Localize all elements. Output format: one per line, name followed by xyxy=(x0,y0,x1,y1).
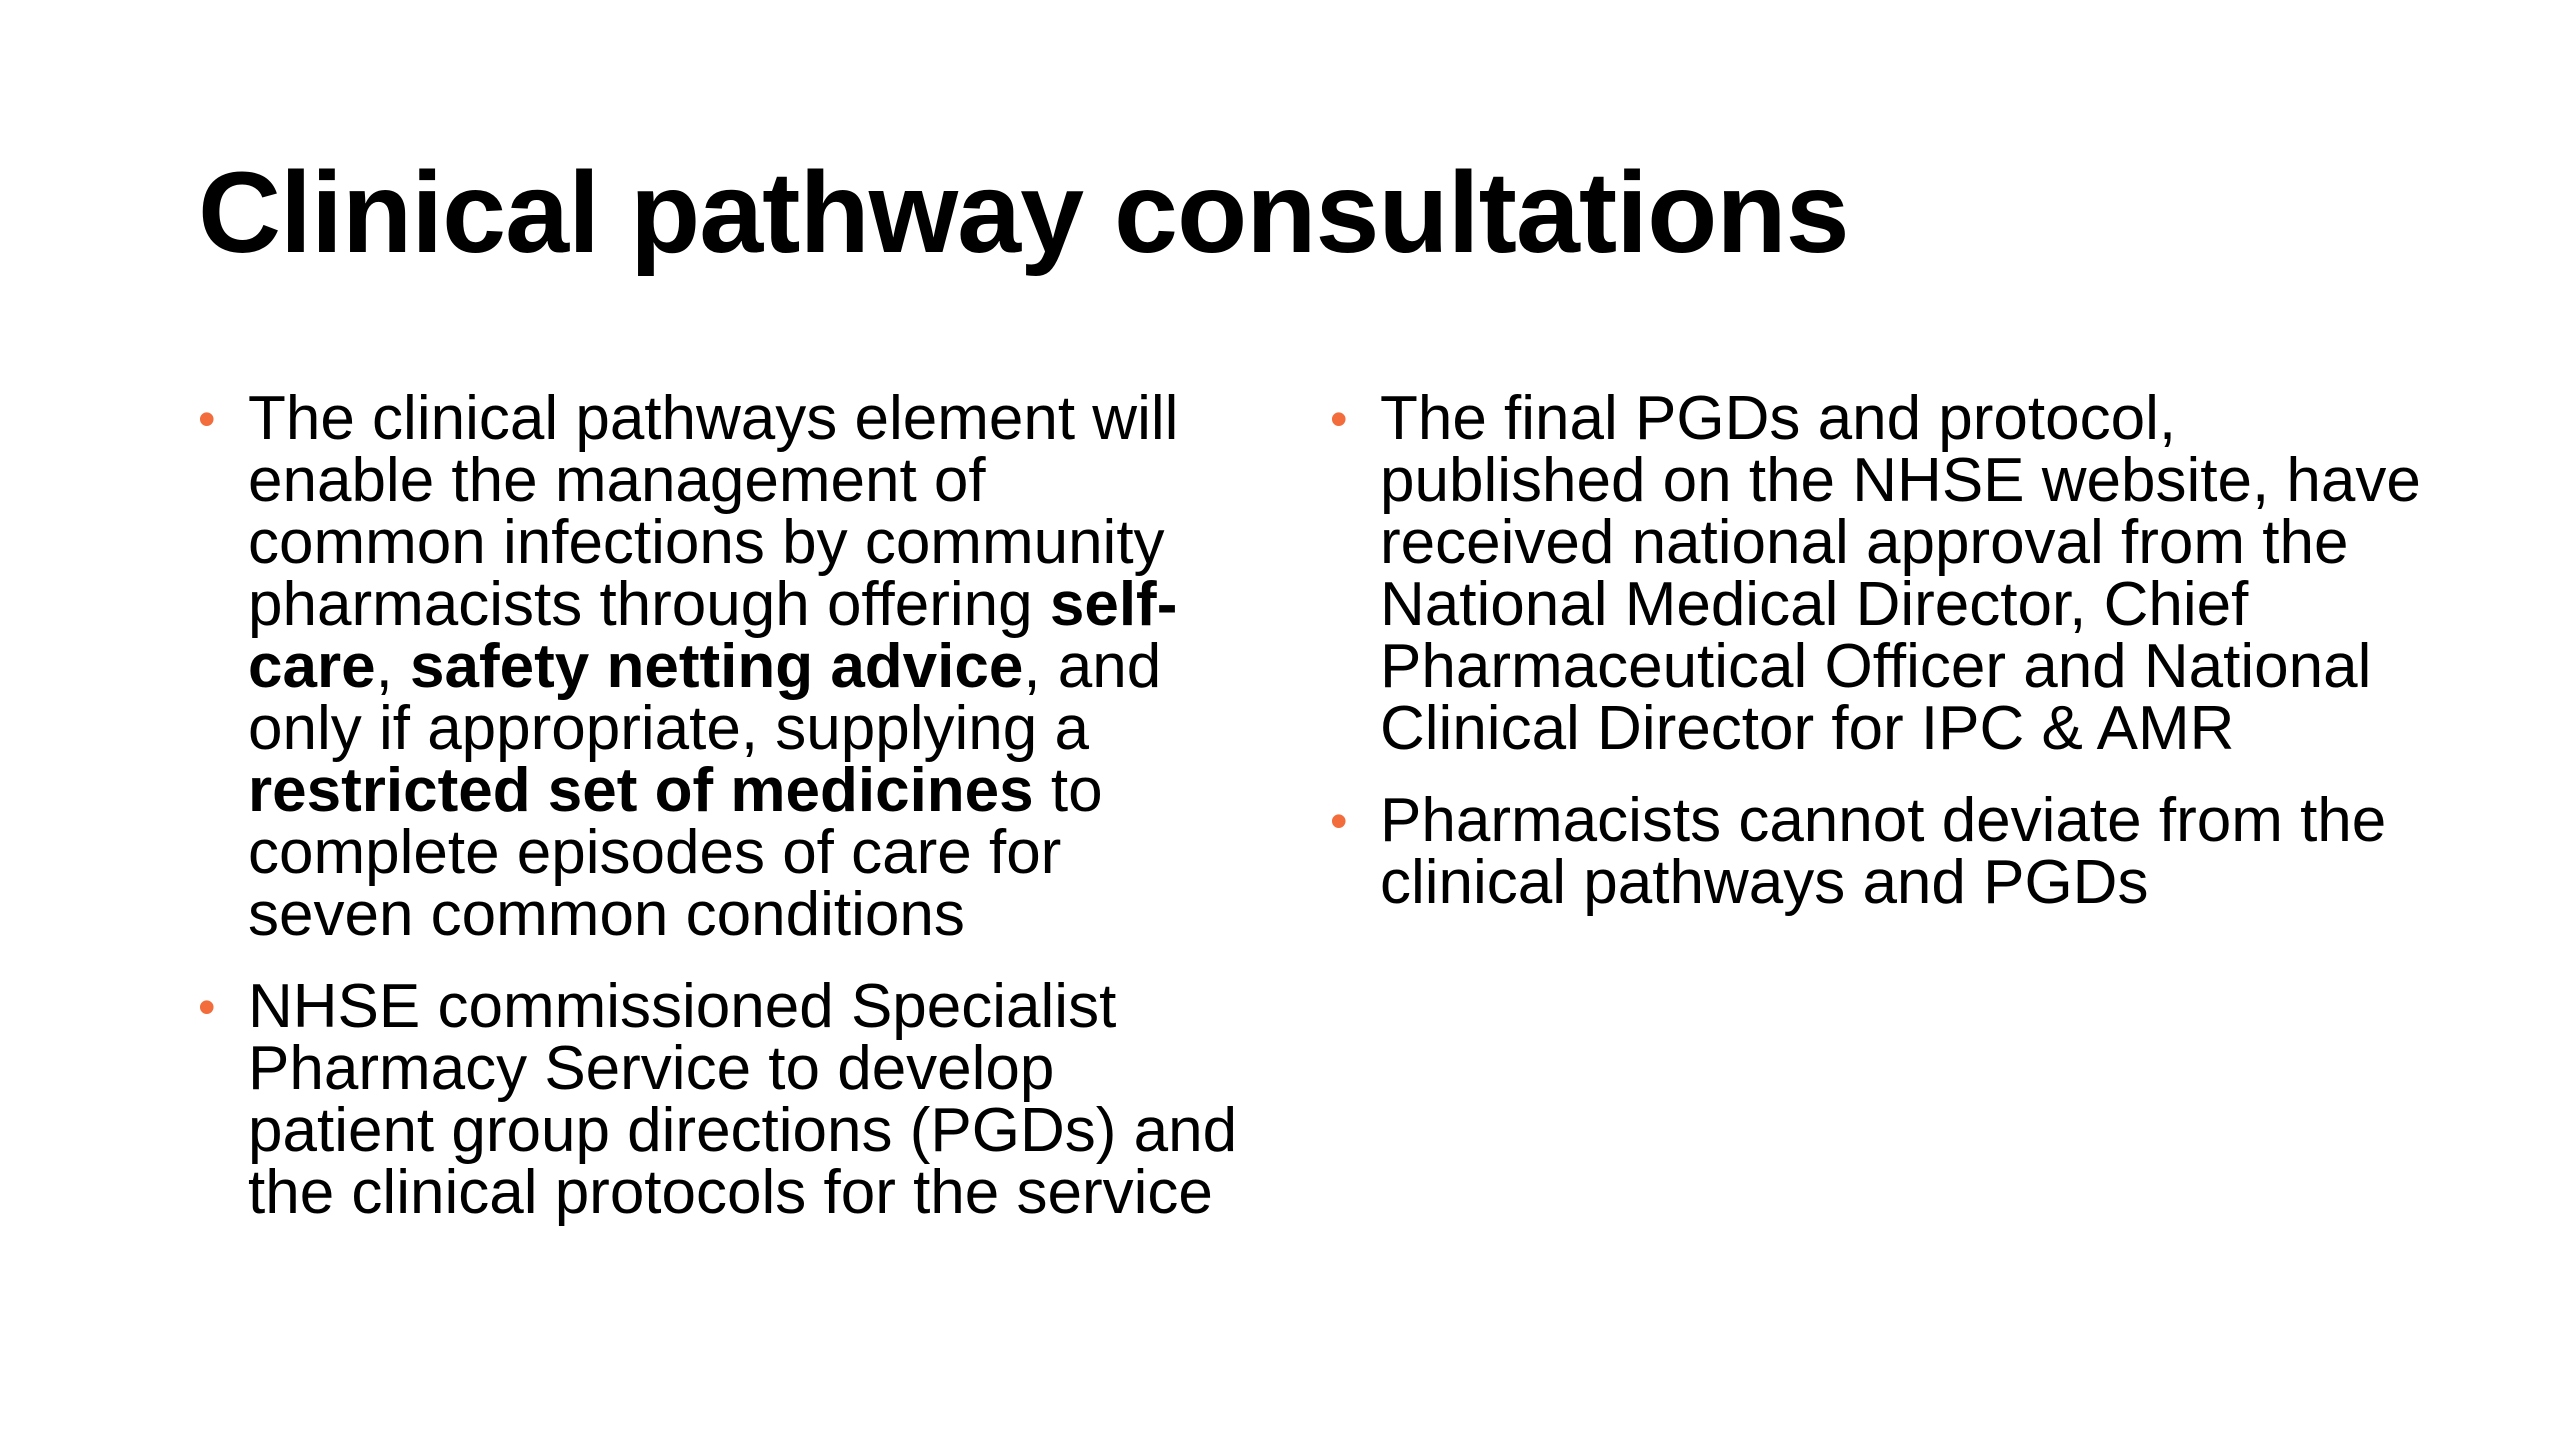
bullet-text: The final PGDs and protocol, published on the NHSE website, have received national approval from the National Medical Director, Chief Pharmaceutical Officer and National Clinical Director for IPC & AMR xyxy=(1380,384,2421,763)
bullet-item-self-care xyxy=(198,384,1238,949)
bullet-dot-icon: • xyxy=(1330,793,1348,849)
bold-restricted-medicines: restricted set of medicines xyxy=(248,756,1034,825)
bullet-text: Pharmacists cannot deviate from the clinical pathways and PGDs xyxy=(1380,786,2387,917)
right-bullet-list xyxy=(1330,384,2430,944)
bullet-text-segment: , and only if appropriate, supplying a xyxy=(248,632,1162,763)
bullet-item-cannot-deviate xyxy=(1330,786,2430,917)
bullet-dot-icon: • xyxy=(198,391,216,447)
bullet-dot-icon: • xyxy=(198,979,216,1035)
bullet-text xyxy=(248,384,1178,949)
bullet-text: NHSE commissioned Specialist Pharmacy Service to develop patient group directions (PGDs) and the clinical protocols for the service xyxy=(248,972,1238,1227)
slide-title: Clinical pathway consultations xyxy=(198,149,1849,277)
bullet-text-segment: to complete episodes of care for seven common conditions xyxy=(248,756,1103,949)
bold-self-care: self-care xyxy=(248,570,1178,701)
bullet-text-segment: , xyxy=(375,632,411,701)
left-bullet-list xyxy=(198,384,1238,1254)
bullet-dot-icon: • xyxy=(1330,391,1348,447)
bullet-text-segment: The clinical pathways element will enable the management of common infections by community pharmacists through offering xyxy=(248,384,1179,639)
bold-safety-netting-advice: safety netting advice xyxy=(410,632,1024,701)
bullet-item-final-pgds xyxy=(1330,384,2430,763)
bullet-item-nhse-commissioned xyxy=(198,972,1238,1227)
